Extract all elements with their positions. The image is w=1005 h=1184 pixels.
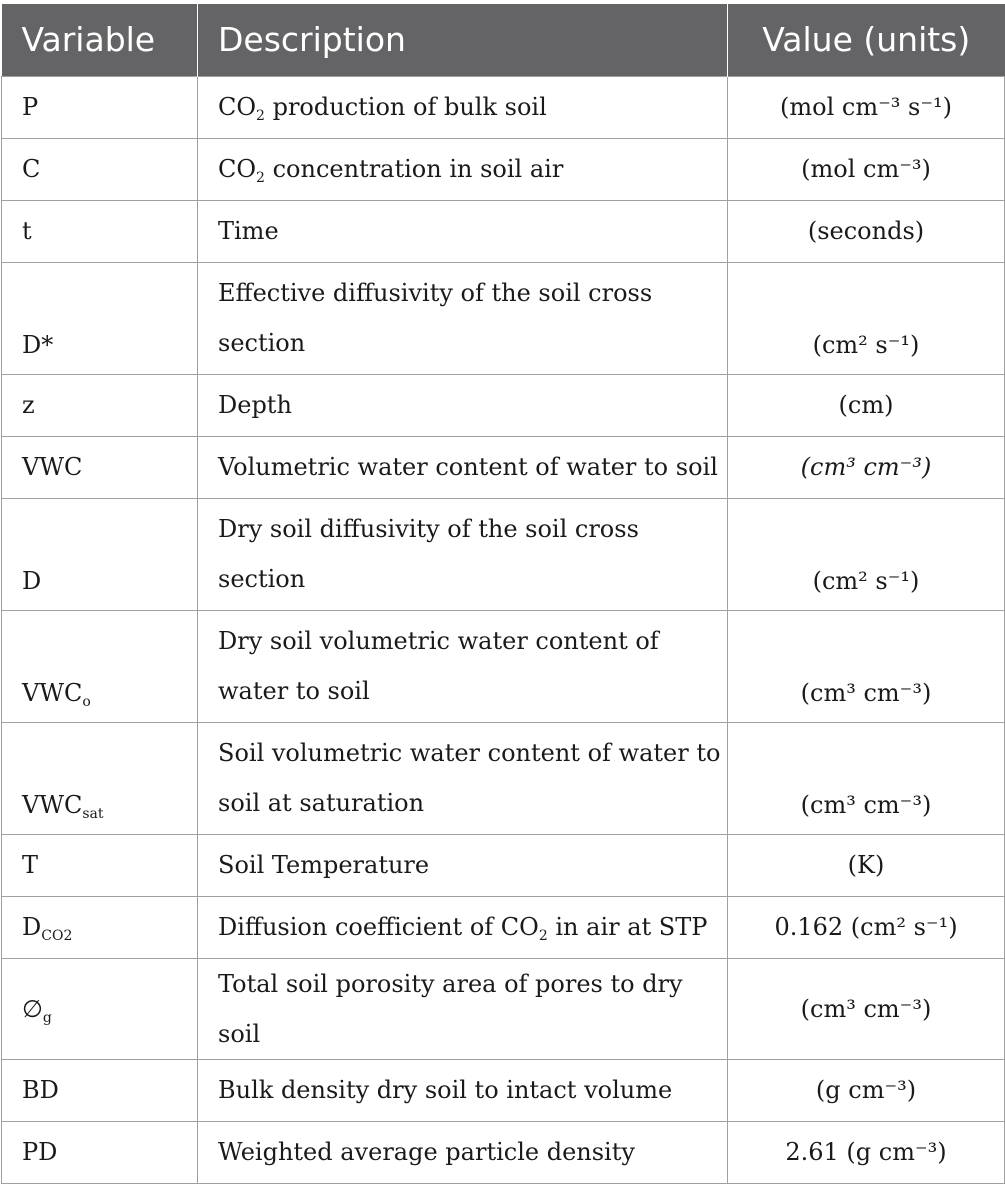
cell-value: (cm² s⁻¹) bbox=[728, 262, 1005, 374]
cell-variable: z bbox=[2, 374, 198, 436]
cell-variable: $D_{CO2}$ bbox=[2, 896, 198, 958]
cell-value: (K) bbox=[728, 834, 1005, 896]
cell-value: (cm² s⁻¹) bbox=[728, 498, 1005, 610]
cell-value: 0.162 (cm² s⁻¹) bbox=[728, 896, 1005, 958]
cell-variable: C bbox=[2, 138, 198, 200]
table-row bbox=[2, 262, 1005, 374]
table-header-row bbox=[2, 4, 1005, 76]
table-row bbox=[2, 436, 1005, 498]
cell-variable: $VWC_{sat}$ bbox=[2, 722, 198, 834]
cell-variable: $\emptyset_g$ bbox=[2, 958, 198, 1059]
cell-description: Time bbox=[198, 200, 728, 262]
cell-value: 2.61 (g cm⁻³) bbox=[728, 1121, 1005, 1183]
cell-variable: D* bbox=[2, 262, 198, 374]
cell-value: (cm³ cm⁻³) bbox=[728, 958, 1005, 1059]
table-row bbox=[2, 374, 1005, 436]
cell-description: Total soil porosity area of pores to dry soil bbox=[198, 958, 728, 1059]
cell-value: (cm³ cm⁻³) bbox=[728, 722, 1005, 834]
cell-description: Soil Temperature bbox=[198, 834, 728, 896]
table-row bbox=[2, 722, 1005, 834]
cell-description: $CO_2$ concentration in soil air bbox=[198, 138, 728, 200]
cell-description: $CO_2$ production of bulk soil bbox=[198, 76, 728, 138]
cell-variable: $VWC_o$ bbox=[2, 610, 198, 722]
cell-value: (cm³ cm⁻³) bbox=[728, 610, 1005, 722]
header-variable: Variable bbox=[21, 20, 156, 60]
cell-value: (seconds) bbox=[728, 200, 1005, 262]
cell-variable: P bbox=[2, 76, 198, 138]
cell-value: (g cm⁻³) bbox=[728, 1059, 1005, 1121]
table-row bbox=[2, 610, 1005, 722]
cell-description: Diffusion coefficient of $CO_2$ in air at STP bbox=[198, 896, 728, 958]
cell-value: (cm³ cm⁻³) bbox=[728, 436, 1005, 498]
cell-description: Dry soil volumetric water content of water to soil bbox=[198, 610, 728, 722]
cell-description: Bulk density dry soil to intact volume bbox=[198, 1059, 728, 1121]
table-row bbox=[2, 958, 1005, 1059]
cell-description: Depth bbox=[198, 374, 728, 436]
header-description: Description bbox=[198, 4, 728, 76]
table-row bbox=[2, 1121, 1005, 1183]
cell-variable: T bbox=[2, 834, 198, 896]
table-row bbox=[2, 200, 1005, 262]
table-row bbox=[2, 1059, 1005, 1121]
cell-description: Effective diffusivity of the soil cross section bbox=[198, 262, 728, 374]
cell-value: (mol cm⁻³ s⁻¹) bbox=[728, 76, 1005, 138]
cell-value: (cm) bbox=[728, 374, 1005, 436]
cell-variable: D bbox=[2, 498, 198, 610]
table-row bbox=[2, 498, 1005, 610]
cell-variable: BD bbox=[2, 1059, 198, 1121]
cell-value: (mol cm⁻³) bbox=[728, 138, 1005, 200]
cell-variable: PD bbox=[2, 1121, 198, 1183]
cell-description: Weighted average particle density bbox=[198, 1121, 728, 1183]
table-row bbox=[2, 834, 1005, 896]
table-row bbox=[2, 896, 1005, 958]
header-value: Value (units) bbox=[728, 4, 1005, 76]
table-row bbox=[2, 76, 1005, 138]
cell-variable: VWC bbox=[2, 436, 198, 498]
cell-description: Dry soil diffusivity of the soil cross section bbox=[198, 498, 728, 610]
variables-table bbox=[1, 4, 1005, 1184]
cell-description: Volumetric water content of water to soil bbox=[198, 436, 728, 498]
cell-description: Soil volumetric water content of water to soil at saturation bbox=[198, 722, 728, 834]
table-row bbox=[2, 138, 1005, 200]
cell-variable: t bbox=[2, 200, 198, 262]
